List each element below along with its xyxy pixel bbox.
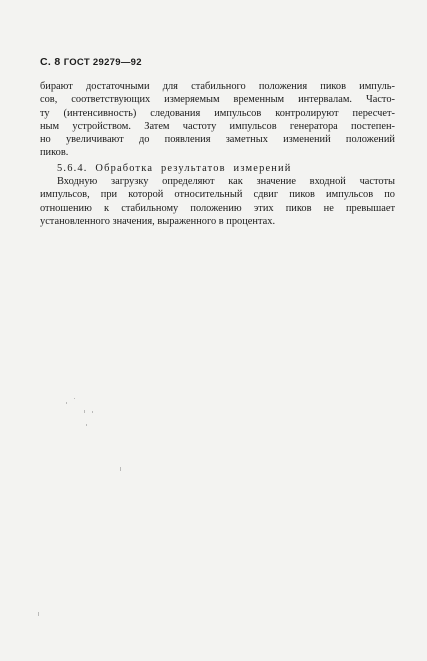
document-body bbox=[40, 80, 395, 228]
text-line: бирают достаточными для стабильного положения пиков импуль- bbox=[40, 81, 395, 92]
paragraph-continued bbox=[40, 80, 395, 160]
text-line: но увеличивают до появления заметных изменений положений bbox=[40, 134, 395, 146]
text-line: Входную загрузку определяют как значение входной частоты bbox=[57, 176, 395, 188]
text-line: ту (интенсивность) следования импульсов контролируют пересчет- bbox=[40, 107, 395, 119]
text-line: отношению к стабильному положению этих пиков не превышает bbox=[40, 202, 395, 214]
section-heading: 5.6.4. Обработка результатов измерений bbox=[57, 162, 292, 174]
page-number: С. 8 bbox=[40, 56, 61, 68]
text-line: импульсов, при которой относительный сдвиг пиков импульсов по bbox=[40, 189, 395, 201]
section-5-6-4 bbox=[40, 162, 395, 228]
standard-code: ГОСТ 29279—92 bbox=[63, 57, 142, 68]
text-line: ным устройством. Затем частоту импульсов генератора постепен- bbox=[40, 120, 395, 132]
text-line: установленного значения, выраженного в процентах. bbox=[40, 215, 276, 227]
text-line: пиков. bbox=[40, 147, 69, 159]
page-header bbox=[40, 56, 142, 68]
text-line: сов, соответствующих измеряемым временным интервалам. Часто- bbox=[40, 94, 395, 106]
